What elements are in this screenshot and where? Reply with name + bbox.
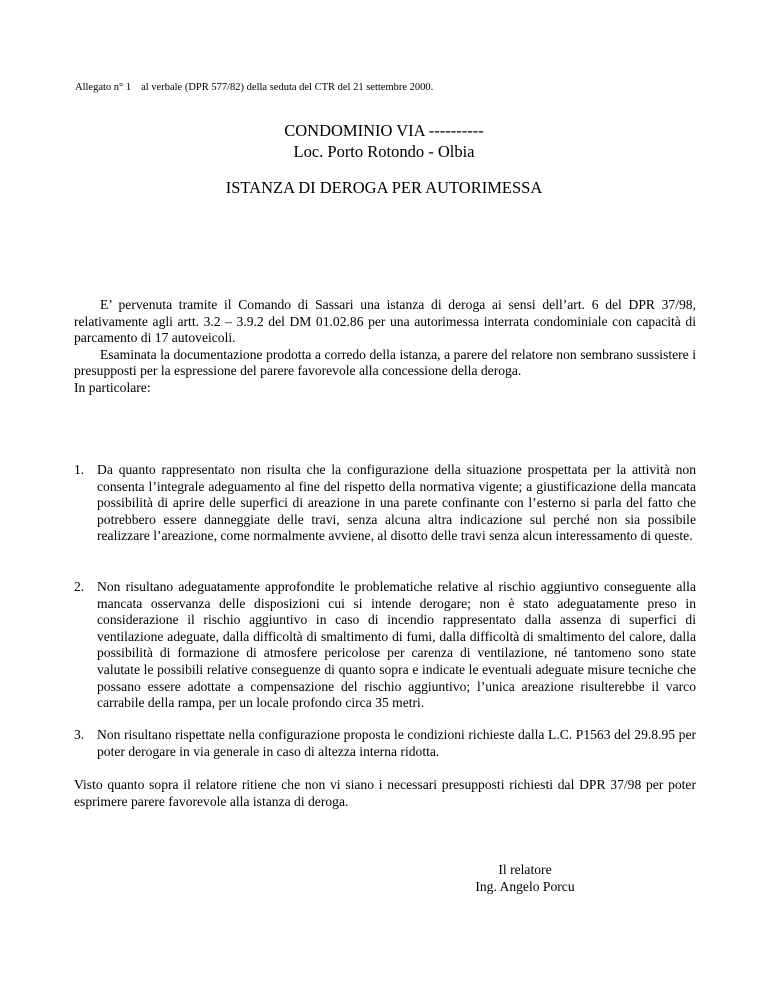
list-item: [74, 579, 696, 712]
conclusion-section: [74, 777, 696, 810]
paragraph-conclusion: Visto quanto sopra il relatore ritiene che non vi siano i necessari presupposti richiesti dal DPR 37/98 per poter esprimere parere favorevole alla istanza di deroga.: [74, 777, 696, 809]
paragraph-in-particolare: In particolare:: [74, 379, 151, 395]
title-istanza: ISTANZA DI DEROGA PER AUTORIMESSA: [225, 178, 543, 197]
list-item-text: Da quanto rappresentato non risulta che la configurazione della situazione prospettata per la attività non consenta l’integrale adeguamento al fine del rispetto della normativa vigente; a giustificazione della mancata possibilità di aprire delle superfici di areazione in una parete confinante con l’esterno si parla del fatto che potrebbero essere danneggiate delle travi, senza alcuna altra indicazione sul perché non sia possibile realizzare l’areazione, come normalmente avviene, al disotto delle travi senza alcun interessamento di queste.: [97, 462, 696, 544]
signature-block: [440, 861, 610, 895]
paragraph-pervenuta: E’ pervenuta tramite il Comando di Sassari una istanza di deroga ai sensi dell’art. 6 del DPR 37/98, relativamente agli artt. 3.2 – 3.9.2 del DM 01.02.86 per una autorimessa interrata condominiale con capacità di parcamento di 17 autoveicoli.: [74, 297, 696, 346]
header-note: [75, 82, 433, 93]
signature-role: Il relatore: [498, 862, 552, 877]
list-item-text: Non risultano rispettate nella configurazione proposta le condizioni richieste dalla L.C. P1563 del 29.8.95 per poter derogare in via generale in caso di altezza interna ridotta.: [97, 727, 696, 759]
title-location: Loc. Porto Rotondo - Olbia: [293, 142, 475, 161]
list-item: [74, 462, 696, 545]
list-item-number: 3.: [74, 727, 85, 742]
intro-section: [74, 297, 696, 397]
list-item-number: 2.: [74, 579, 85, 594]
verbale-reference: al verbale (DPR 577/82) della seduta del CTR del 21 settembre 2000.: [141, 82, 434, 93]
title-condominio: CONDOMINIO VIA ----------: [284, 121, 484, 140]
list-item: [74, 727, 696, 760]
list-item-text: Non risultano adeguatamente approfondite le problematiche relative al rischio aggiuntivo conseguente alla mancata osservanza delle disposizioni cui si intende derogare; non è stato adeguatamente preso in considerazione il rischio aggiuntivo in caso di incendio rappresentato dalla assenza di superfici di ventilazione adeguate, dalla difficoltà di smaltimento di fumi, dalla difficoltà di smaltimento del calore, dalla possibilità di formazione di atmosfere pericolose per carenza di ventilazione, né tantomeno sono state valutate le possibili relative conseguenze di quanto sopra e indicate le eventuali adeguate misure tecniche che possano essere adottate a compensazione del rischio aggiuntivo; l’unica areazione risulterebbe il varco carrabile della rampa, per un locale profondo circa 35 metri.: [97, 579, 696, 711]
signature-name: Ing. Angelo Porcu: [475, 879, 575, 894]
paragraph-esaminata: Esaminata la documentazione prodotta a corredo della istanza, a parere del relatore non sembrano sussistere i presupposti per la espressione del parere favorevole alla concessione della deroga.: [74, 346, 696, 379]
list-item-number: 1.: [74, 462, 85, 477]
allegato-label: Allegato n° 1: [75, 82, 132, 93]
